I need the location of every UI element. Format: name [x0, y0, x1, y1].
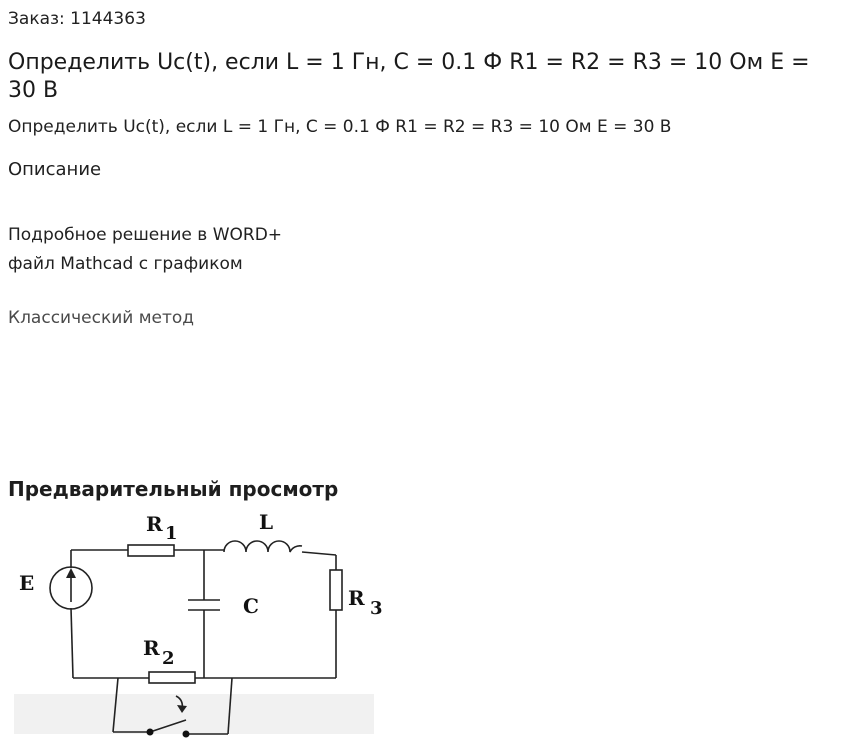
switch-contact-left — [147, 729, 154, 736]
order-number: Заказ: 1144363 — [8, 9, 146, 29]
inductor-l — [224, 541, 302, 552]
wire-top-right — [302, 552, 336, 555]
label-r2: R — [143, 636, 160, 660]
task-title: Определить Uc(t), если L = 1 Гн, C = 0.1 Ф R1 = R2 = R3 = 10 Ом E = 30 В — [8, 50, 810, 103]
label-r1-sub: 1 — [165, 523, 178, 544]
wire-left-bottom — [71, 608, 73, 678]
label-r3: R — [348, 586, 365, 610]
description-line-1: Подробное решение в WORD+ — [8, 225, 283, 245]
resistor-r1 — [128, 545, 174, 556]
scan-artifact — [14, 694, 374, 734]
circuit-preview-image — [10, 508, 390, 751]
label-c: C — [243, 594, 259, 618]
description-heading: Описание — [8, 159, 102, 180]
description-text — [8, 221, 282, 279]
switch-contact-right — [183, 731, 190, 738]
method-text: Классический метод — [8, 308, 195, 328]
description-line-2: файл Mathcad с графиком — [8, 254, 243, 274]
source-arrow-head-icon — [66, 568, 76, 578]
label-r3-sub: 3 — [370, 598, 383, 619]
task-subtitle: Определить Uc(t), если L = 1 Гн, C = 0.1 Ф R1 = R2 = R3 = 10 Ом E = 30 В — [8, 117, 672, 137]
label-r2-sub: 2 — [162, 648, 175, 669]
label-r1: R — [146, 512, 163, 536]
resistor-r2 — [149, 672, 195, 683]
preview-heading: Предварительный просмотр — [8, 477, 339, 501]
label-l: L — [259, 510, 274, 534]
circuit-diagram — [10, 508, 390, 751]
label-e: E — [19, 571, 35, 595]
resistor-r3 — [330, 570, 342, 610]
